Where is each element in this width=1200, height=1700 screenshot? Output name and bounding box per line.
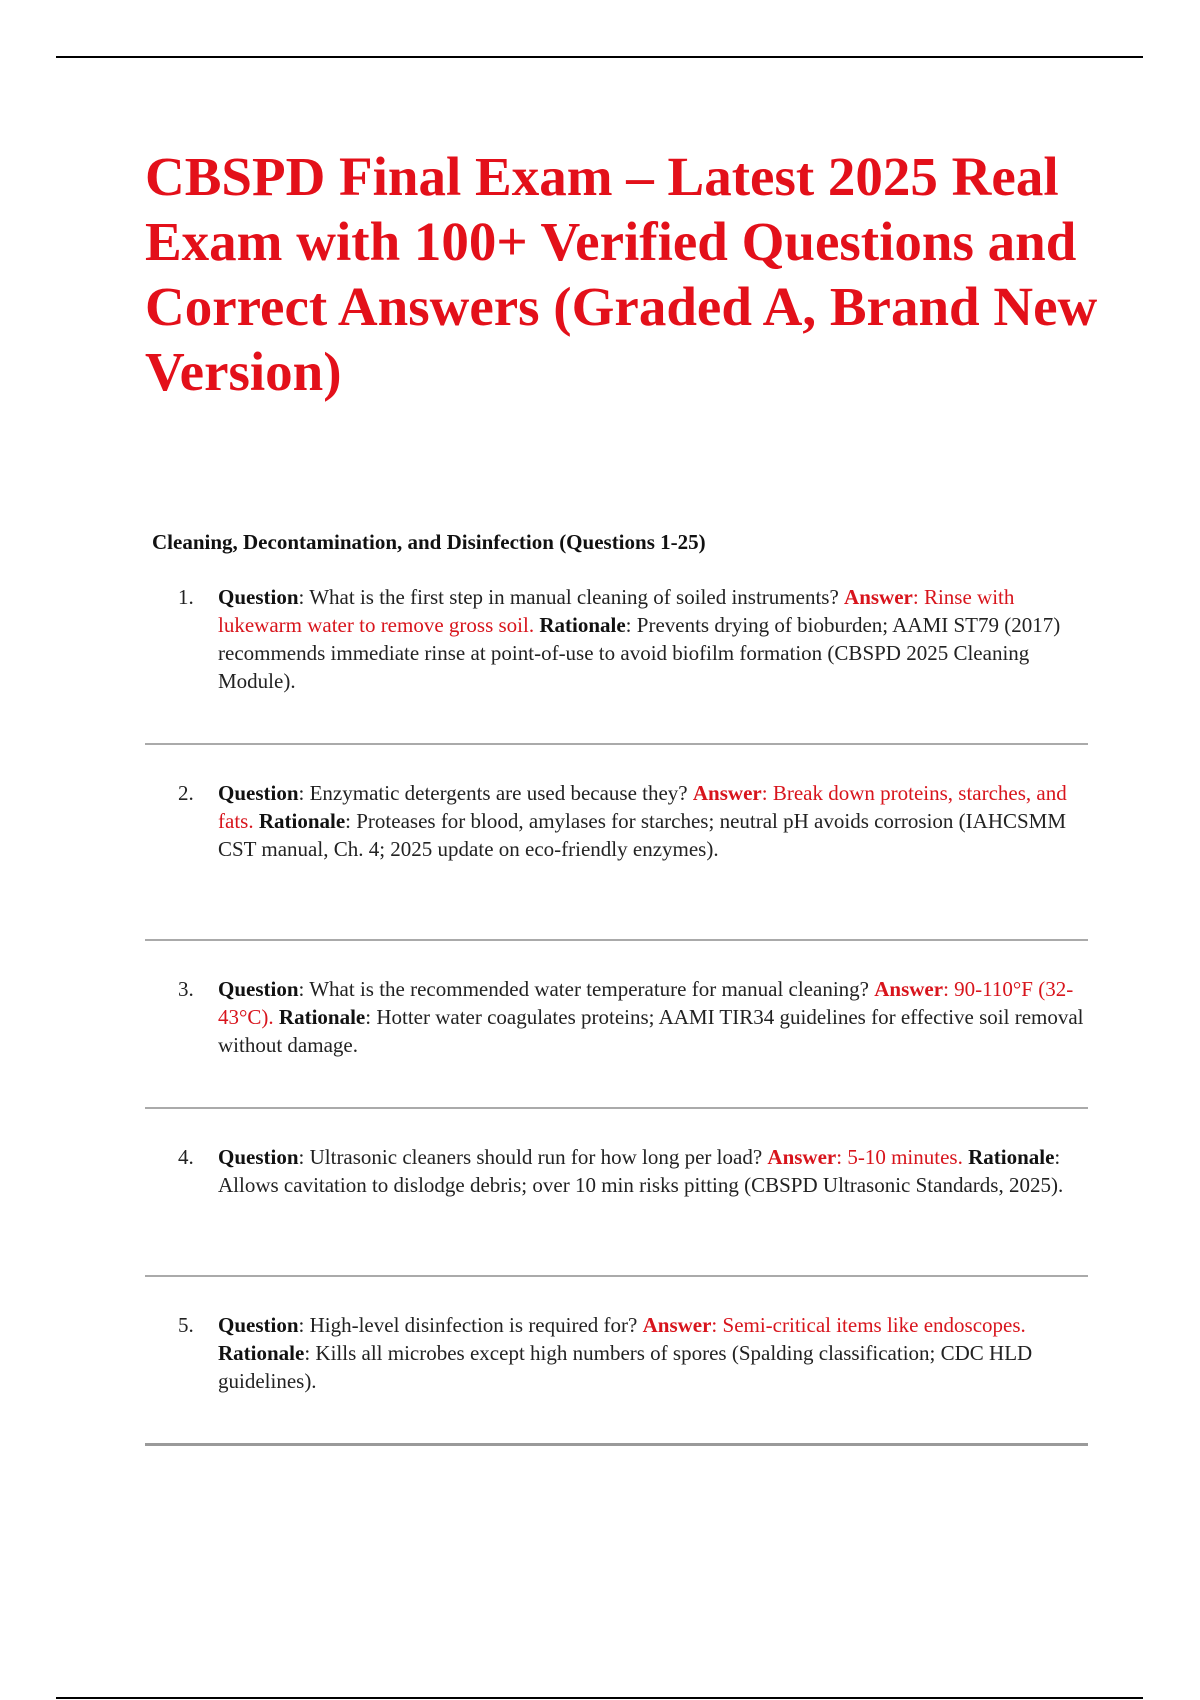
question-label: Question	[218, 585, 299, 609]
question-number: 5.	[178, 1313, 194, 1337]
question-text: What is the recommended water temperature for manual cleaning?	[309, 977, 869, 1001]
question-item-5	[178, 1311, 1090, 1395]
answer-label: Answer	[642, 1313, 712, 1337]
rationale-label: Rationale	[218, 1341, 305, 1365]
question-label: Question	[218, 1145, 299, 1169]
footer-rule	[56, 1697, 1143, 1699]
question-number: 2.	[178, 781, 194, 805]
question-text: Ultrasonic cleaners should run for how long per load?	[309, 1145, 763, 1169]
question-body: Question: What is the first step in manual cleaning of soiled instruments? Answer: Rinse with lukewarm water to remove gross soil. Rationale: Prevents drying of bioburden; AAMI ST79 (2017) recommends immediate rinse at point-of-use to avoid biofilm formation (CBSPD 2025 Cleaning Module).	[218, 585, 1061, 693]
question-divider	[145, 1107, 1088, 1109]
question-text: Enzymatic detergents are used because they?	[309, 781, 688, 805]
rationale-label: Rationale	[539, 613, 626, 637]
question-number: 1.	[178, 585, 194, 609]
rationale-text: Prevents drying of bioburden; AAMI ST79 (2017) recommends immediate rinse at point-of-use to avoid biofilm formation (CBSPD 2025 Cleaning Module).	[218, 613, 1061, 693]
answer-label: Answer	[767, 1145, 837, 1169]
answer-text: Rinse with lukewarm water to remove gross soil.	[218, 585, 1015, 637]
answer-text: Semi-critical items like endoscopes.	[722, 1313, 1026, 1337]
answer-label: Answer	[844, 585, 913, 609]
question-label: Question	[218, 1313, 299, 1337]
question-body: Question: Enzymatic detergents are used because they? Answer: Break down proteins, starches, and fats. Rationale: Proteases for blood, amylases for starches; neutral pH avoids corrosion (IAHCSMM CST manual, Ch. 4; 2025 update on eco-friendly enzymes).	[218, 781, 1067, 861]
rationale-label: Rationale	[968, 1145, 1055, 1169]
document-title: CBSPD Final Exam – Latest 2025 Real Exam with 100+ Verified Questions and Correct Answers (Graded A, Brand New Version)	[145, 146, 1098, 402]
rationale-text: Hotter water coagulates proteins; AAMI TIR34 guidelines for effective soil removal without damage.	[218, 1005, 1084, 1057]
question-label: Question	[218, 781, 299, 805]
header-rule	[56, 56, 1143, 58]
question-body: Question: Ultrasonic cleaners should run for how long per load? Answer: 5-10 minutes. Rationale: Allows cavitation to dislodge debris; over 10 min risks pitting (CBSPD Ultrasonic Standards, 2025).	[218, 1145, 1064, 1197]
rationale-label: Rationale	[258, 809, 346, 833]
question-item-3	[178, 975, 1090, 1059]
question-divider	[145, 743, 1088, 745]
rationale-label: Rationale	[278, 1005, 366, 1029]
answer-text: 5-10 minutes.	[847, 1145, 963, 1169]
question-divider	[145, 939, 1088, 941]
rationale-text: Proteases for blood, amylases for starches; neutral pH avoids corrosion (IAHCSMM CST manual, Ch. 4; 2025 update on eco-friendly enzymes).	[218, 809, 1067, 861]
answer-label: Answer	[874, 977, 944, 1001]
answer-text: 90-110°F (32-43°C).	[218, 977, 1074, 1029]
rationale-text: Allows cavitation to dislodge debris; over 10 min risks pitting (CBSPD Ultrasonic Standards, 2025).	[218, 1173, 1064, 1197]
section-heading: Cleaning, Decontamination, and Disinfection (Questions 1-25)	[152, 530, 706, 554]
question-item-2	[178, 779, 1090, 863]
answer-label: Answer	[692, 781, 762, 805]
question-number: 4.	[178, 1145, 194, 1169]
question-body: Question: What is the recommended water temperature for manual cleaning? Answer: 90-110°F (32-43°C). Rationale: Hotter water coagulates proteins; AAMI TIR34 guidelines for effective soil removal without damage.	[218, 977, 1084, 1057]
question-label: Question	[218, 977, 299, 1001]
question-number: 3.	[178, 977, 194, 1001]
question-divider	[145, 1275, 1088, 1277]
question-text: What is the first step in manual cleaning of soiled instruments?	[309, 585, 839, 609]
rationale-text: Kills all microbes except high numbers of spores (Spalding classification; CDC HLD guidelines).	[218, 1341, 1033, 1393]
section-end-divider	[145, 1443, 1088, 1446]
answer-text: Break down proteins, starches, and fats.	[218, 781, 1067, 833]
question-item-1	[178, 583, 1090, 695]
question-body: Question: High-level disinfection is required for? Answer: Semi-critical items like endoscopes. Rationale: Kills all microbes except high numbers of spores (Spalding classification; CDC HLD guidelines).	[218, 1313, 1033, 1393]
question-item-4	[178, 1143, 1090, 1199]
question-text: High-level disinfection is required for?	[309, 1313, 638, 1337]
